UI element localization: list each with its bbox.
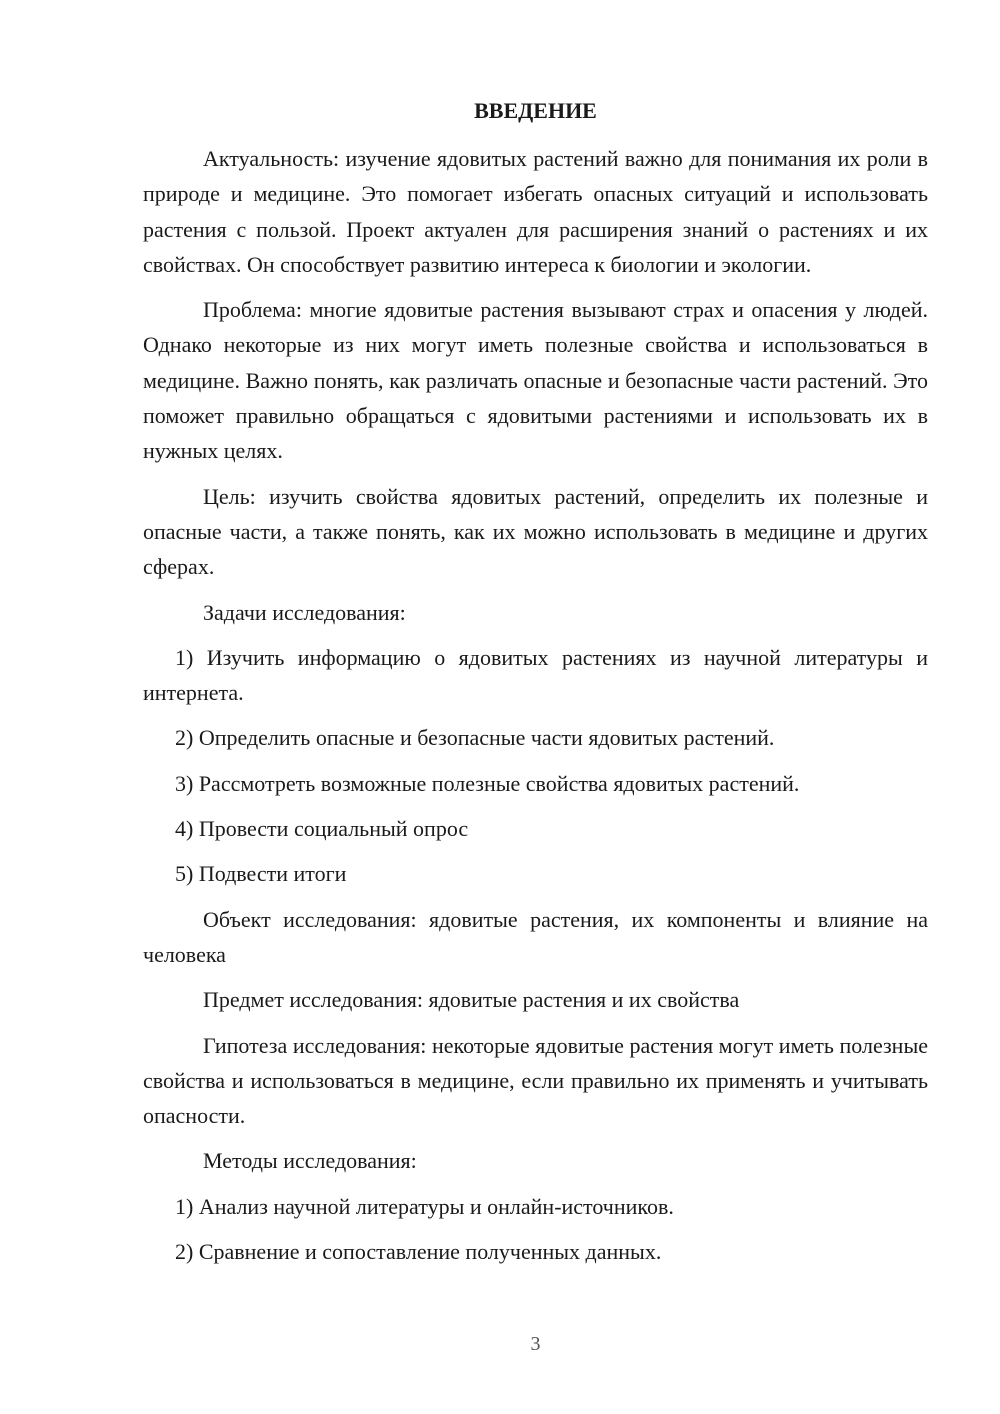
- relevance-paragraph: Актуальность: изучение ядовитых растений важно для понимания их роли в природе и медицине. Это помогает избегать опасных ситуаций и использовать растения с пользой. Проект актуален для расширения знаний о растениях и их свойствах. Он способствует развитию интереса к биологии и экологии.: [143, 146, 928, 277]
- page-title: ВВЕДЕНИЕ: [474, 98, 597, 123]
- object-paragraph: Объект исследования: ядовитые растения, их компоненты и влияние на человека: [143, 906, 928, 967]
- problem-paragraph: Проблема: многие ядовитые растения вызывают страх и опасения у людей. Однако некоторые из них могут иметь полезные свойства и использоваться в медицине. Важно понять, как различать опасные и безопасные части растений. Это поможет правильно обращаться с ядовитыми растениями и использовать их в нужных целях.: [143, 297, 928, 464]
- method-item-1: 1) Анализ научной литературы и онлайн-источников.: [175, 1193, 674, 1219]
- task-item-2: 2) Определить опасные и безопасные части ядовитых растений.: [175, 725, 775, 751]
- document-page: [143, 0, 928, 1414]
- task-item-4: 4) Провести социальный опрос: [175, 816, 469, 842]
- page-content: [143, 141, 928, 1279]
- task-item-5: 5) Подвести итоги: [175, 861, 347, 887]
- tasks-heading: Задачи исследования:: [203, 599, 406, 625]
- page-number: 3: [530, 1333, 541, 1355]
- goal-paragraph: Цель: изучить свойства ядовитых растений, определить их полезные и опасные части, а также понять, как их можно использовать в медицине и других сферах.: [143, 483, 928, 580]
- task-item-3: 3) Рассмотреть возможные полезные свойства ядовитых растений.: [175, 770, 800, 796]
- hypothesis-paragraph: Гипотеза исследования: некоторые ядовитые растения могут иметь полезные свойства и использоваться в медицине, если правильно их применять и учитывать опасности.: [143, 1032, 928, 1129]
- task-item-1: 1) Изучить информацию о ядовитых растениях из научной литературы и интернета.: [143, 644, 928, 706]
- methods-heading: Методы исследования:: [203, 1148, 417, 1174]
- method-item-2: 2) Сравнение и сопоставление полученных данных.: [175, 1239, 662, 1265]
- subject-paragraph: Предмет исследования: ядовитые растения и их свойства: [203, 987, 740, 1013]
